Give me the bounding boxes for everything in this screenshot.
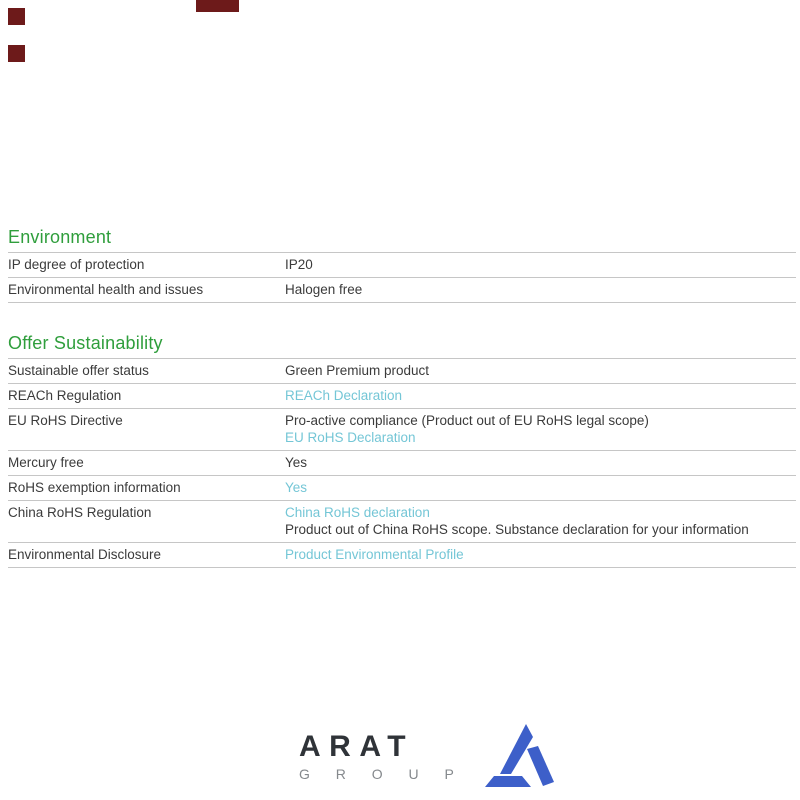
value-text: Product out of China RoHS scope. Substance declaration for your information [285, 522, 749, 537]
row-value [285, 479, 796, 496]
row-ip-degree [8, 253, 796, 278]
watermark-bar-top [196, 0, 239, 12]
offer-sustainability-table [8, 358, 796, 568]
row-value [285, 362, 796, 379]
row-label: Environmental health and issues [8, 282, 204, 297]
row-mercury-free [8, 451, 796, 476]
row-reach-regulation [8, 384, 796, 409]
row-label: Environmental Disclosure [8, 547, 162, 562]
reach-declaration-link[interactable]: REACh Declaration [285, 388, 403, 403]
row-value [285, 256, 796, 273]
value-text: Green Premium product [285, 363, 430, 378]
value-text: Pro-active compliance (Product out of EU RoHS legal scope) [285, 413, 649, 428]
row-rohs-exemption [8, 476, 796, 501]
row-label: RoHS exemption information [8, 480, 181, 495]
row-env-health [8, 278, 796, 303]
row-label: Mercury free [8, 455, 84, 470]
row-label: REACh Regulation [8, 388, 122, 403]
row-eu-rohs-directive [8, 409, 796, 451]
row-value [285, 281, 796, 298]
row-label: Sustainable offer status [8, 363, 149, 378]
triangle-logo-icon [482, 713, 558, 797]
value-text: Halogen free [285, 282, 363, 297]
watermark-square-top [8, 8, 25, 25]
row-value [285, 412, 796, 446]
row-value [285, 546, 796, 563]
logo-wordmark [299, 713, 465, 782]
section-environment [8, 227, 796, 303]
arat-group-logo [299, 713, 558, 797]
environment-table [8, 252, 796, 303]
row-label: IP degree of protection [8, 257, 145, 272]
logo-brand-subtitle: G R O U P [299, 766, 465, 782]
row-environmental-disclosure [8, 543, 796, 568]
row-label: China RoHS Regulation [8, 505, 152, 520]
row-value [285, 387, 796, 404]
rohs-exemption-link[interactable]: Yes [285, 480, 308, 495]
row-sustainable-offer-status [8, 359, 796, 384]
watermark-square-left [8, 45, 25, 62]
logo-brand-name: ARAT [299, 730, 415, 763]
row-value [285, 504, 796, 538]
eu-rohs-declaration-link[interactable]: EU RoHS Declaration [285, 430, 416, 445]
value-text: Yes [285, 455, 308, 470]
value-text: IP20 [285, 257, 313, 272]
environment-heading: Environment [8, 227, 112, 247]
row-label: EU RoHS Directive [8, 413, 123, 428]
row-china-rohs [8, 501, 796, 543]
row-value [285, 454, 796, 471]
offer-sustainability-heading: Offer Sustainability [8, 333, 163, 353]
china-rohs-declaration-link[interactable]: China RoHS declaration [285, 505, 430, 520]
product-environmental-profile-link[interactable]: Product Environmental Profile [285, 547, 464, 562]
section-offer-sustainability [8, 333, 796, 568]
